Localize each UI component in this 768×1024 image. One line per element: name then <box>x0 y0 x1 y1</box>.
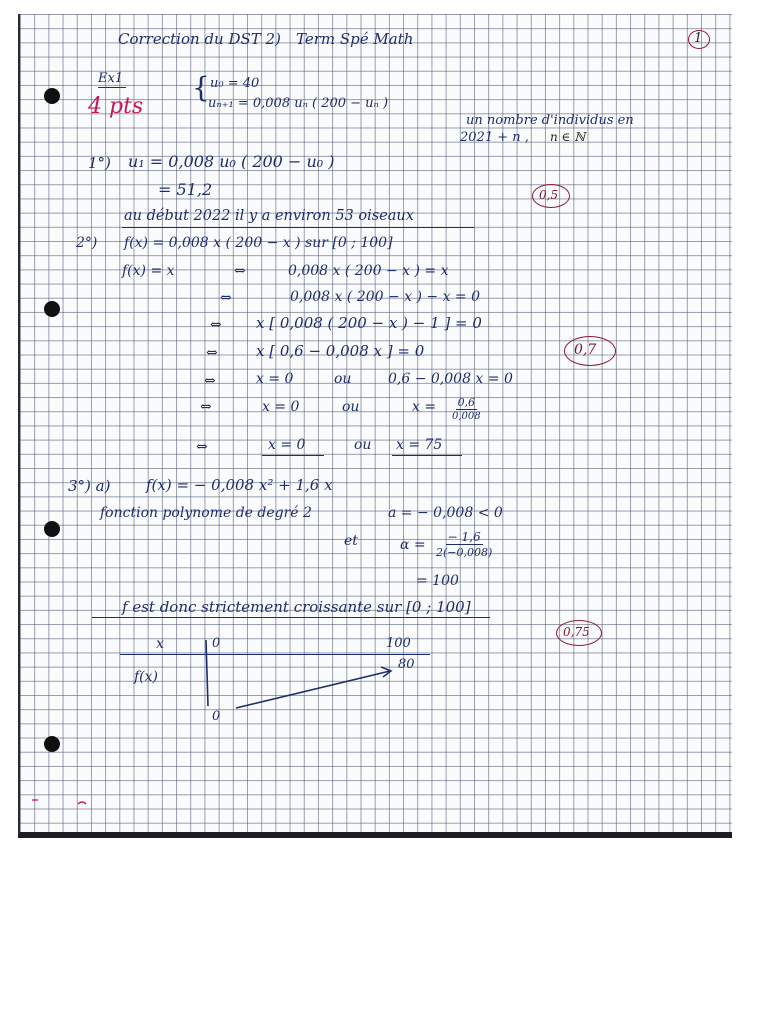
q1-line-1: u₁ = 0,008 u₀ ( 200 − u₀ ) <box>128 152 335 171</box>
q2-step5-right: 0,6 − 0,008 x = 0 <box>388 371 513 387</box>
q2-step2-arrow: ⇔ <box>220 290 232 306</box>
q2-step5-left: x = 0 <box>256 371 294 387</box>
q1-grade: 0,5 <box>539 188 559 202</box>
header-title: Correction du DST 2) <box>118 30 281 48</box>
q3-alpha-label: α = <box>400 537 426 553</box>
q3-polynome: fonction polynome de degré 2 <box>100 505 312 521</box>
q2-number: 2°) <box>76 235 98 251</box>
exercise-label: Ex1 <box>98 71 124 86</box>
variation-f-end: 80 <box>398 657 415 672</box>
q2-step7-right: x = 75 <box>396 437 443 453</box>
q2-step4: x [ 0,6 − 0,008 x ] = 0 <box>256 342 425 360</box>
variation-x-end: 100 <box>386 636 411 651</box>
page-number: 1 <box>694 31 703 46</box>
q2-step1-arrow: ⇔ <box>234 263 246 279</box>
q2-step7-left: x = 0 <box>268 437 306 453</box>
q3-grade: 0,75 <box>563 625 590 639</box>
variation-f-start: 0 <box>212 709 221 724</box>
q2-step1-right: 0,008 x ( 200 − x ) = x <box>288 263 449 279</box>
note-domain: n ∈ ℕ <box>550 130 586 144</box>
q1-conclusion: au début 2022 il y a environ 53 oiseaux <box>124 208 414 224</box>
q3-conclusion: f est donc strictement croissante sur [0 ; 100] <box>122 598 471 616</box>
q3-alpha-denominator: 2(−0,008) <box>436 546 493 559</box>
q2-step1-left: f(x) = x <box>122 263 175 279</box>
points-label: 4 pts <box>88 94 144 119</box>
q3-alpha-numerator: − 1,6 <box>447 530 481 544</box>
system-line-1: u₀ = 40 <box>210 76 260 91</box>
q2-step3-arrow: ⇔ <box>210 317 222 333</box>
q2-step5-arrow: ⇔ <box>204 373 216 389</box>
q2-step6-frac-denominator: 0,008 <box>452 411 481 422</box>
q2-step7-ou: ou <box>354 437 372 453</box>
note-line-1: un nombre d'individus en <box>466 113 634 128</box>
q3-et: et <box>344 533 358 549</box>
header-class: Term Spé Math <box>296 30 414 48</box>
system-brace: { <box>192 71 210 104</box>
variation-x-start: 0 <box>212 636 221 651</box>
variation-increasing-arrow <box>236 671 390 708</box>
q2-step7-arrow: ⇔ <box>196 439 208 455</box>
variation-table-vline <box>206 640 208 706</box>
q1-line-2: = 51,2 <box>158 180 213 199</box>
margin-mark <box>78 802 86 804</box>
q2-grade: 0,7 <box>574 342 597 358</box>
note-line-2: 2021 + n , <box>460 130 529 145</box>
q2-step6-ou: ou <box>342 399 360 415</box>
q2-step6-arrow: ⇔ <box>200 399 212 415</box>
system-line-2: uₙ₊₁ = 0,008 uₙ ( 200 − uₙ ) <box>208 96 389 111</box>
variation-x-label: x <box>156 636 164 652</box>
q2-step4-arrow: ⇔ <box>206 345 218 361</box>
q2-definition: f(x) = 0,008 x ( 200 − x ) sur [0 ; 100] <box>124 235 393 251</box>
q2-step6-frac-numerator: 0,6 <box>457 396 476 409</box>
q2-step2: 0,008 x ( 200 − x ) − x = 0 <box>290 289 481 305</box>
q3-alpha-result: = 100 <box>416 573 459 589</box>
q2-step6-right: x = <box>412 399 437 415</box>
q2-step6-left: x = 0 <box>262 399 300 415</box>
q2-step3: x [ 0,008 ( 200 − x ) − 1 ] = 0 <box>256 314 482 332</box>
q2-step5-ou: ou <box>334 371 352 387</box>
q3-a-value: a = − 0,008 < 0 <box>388 505 503 521</box>
q1-number: 1°) <box>88 154 111 172</box>
q3-number: 3°) a) <box>68 477 111 495</box>
variation-f-label: f(x) <box>134 669 159 685</box>
q3-expression: f(x) = − 0,008 x² + 1,6 x <box>146 476 333 494</box>
